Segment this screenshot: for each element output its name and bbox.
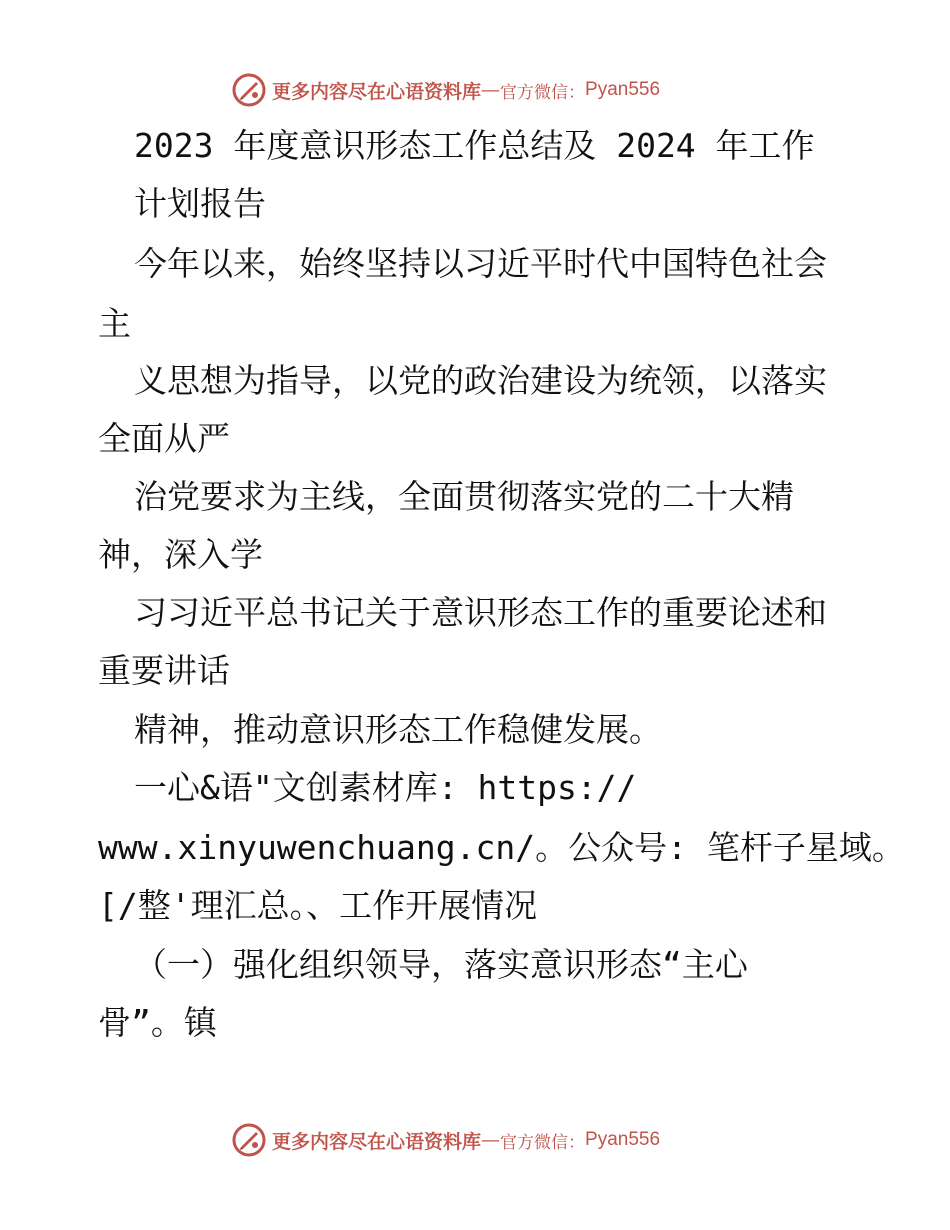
body-line: www.xinyuwenchuang.cn/。公众号: 笔杆子星域。: [98, 828, 905, 867]
title-line-2: 计划报告: [134, 184, 266, 223]
quill-seal-icon: [232, 73, 266, 107]
watermark-text: 更多内容尽在心语资料库: [272, 1130, 482, 1153]
body-line: 习习近平总书记关于意识形态工作的重要论述和: [134, 593, 827, 632]
body-line: 精神，推动意识形态工作稳健发展。: [134, 710, 662, 749]
body-line: 骨”。镇: [98, 1003, 217, 1042]
body-line: 治党要求为主线，全面贯彻落实党的二十大精: [134, 477, 794, 516]
watermark-handle: Pyan556: [585, 79, 661, 100]
body-line: 今年以来，始终坚持以习近平时代中国特色社会: [134, 244, 827, 283]
watermark-label: 官方微信：: [500, 82, 586, 103]
body-line: 神，深入学: [98, 535, 263, 574]
section-heading-line: （一）强化组织领导，落实意识形态“主心: [134, 945, 748, 984]
footer-watermark: [232, 1122, 660, 1158]
body-line: 重要讲话: [98, 651, 230, 690]
watermark-separator: —: [481, 79, 501, 101]
body-line: [/整'理汇总。、工作开展情况: [98, 886, 538, 925]
body-line: 一心&语"文创素材库: https://: [134, 768, 637, 807]
watermark-text: 更多内容尽在心语资料库: [272, 80, 482, 103]
body-line: 全面从严: [98, 419, 230, 458]
body-line: 主: [98, 304, 131, 343]
body-line: 义思想为指导，以党的政治建设为统领，以落实: [134, 361, 827, 400]
quill-seal-icon: [232, 1123, 266, 1157]
watermark-handle: Pyan556: [585, 1129, 661, 1150]
watermark-label: 官方微信：: [500, 1132, 586, 1153]
watermark-separator: —: [481, 1129, 501, 1151]
header-watermark: [232, 72, 660, 108]
title-line-1: 2023 年度意识形态工作总结及 2024 年工作: [134, 126, 815, 165]
